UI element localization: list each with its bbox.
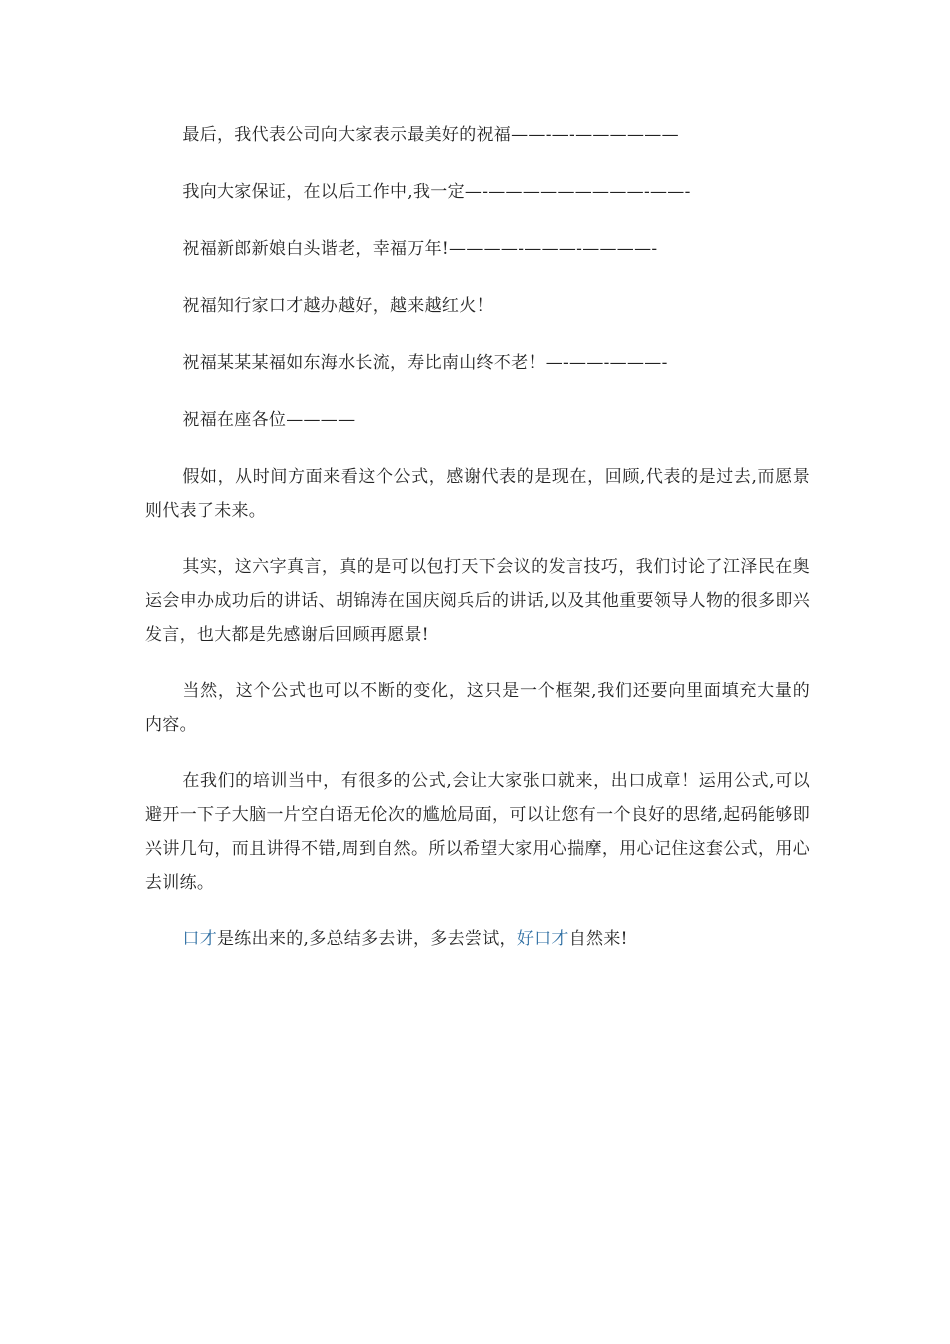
blessing-line-company: 最后，我代表公司向大家表示最美好的祝福——-—-—————— [182, 125, 679, 145]
paragraph-time-perspective: 假如，从时间方面来看这个公式，感谢代表的是现在，回顾,代表的是过去,而愿景则代表了未来。 [145, 467, 810, 521]
document-body [145, 118, 810, 978]
closing-paragraph [145, 922, 810, 956]
blessing-line-promise: 我向大家保证，在以后工作中,我一定—-—————————-——- [182, 182, 691, 202]
blessing-line-zhixingjia: 祝福知行家口才越办越好，越来越红火！ [182, 296, 494, 316]
link-koucai[interactable]: 口才 [182, 929, 217, 949]
blessing-line-audience: 祝福在座各位———— [182, 410, 356, 430]
closing-text-1: 是练出来的,多总结多去讲，多去尝试， [217, 929, 517, 949]
paragraph-framework: 当然，这个公式也可以不断的变化，这只是一个框架,我们还要向里面填充大量的内容。 [145, 681, 810, 735]
link-hao-koucai[interactable]: 好口才 [516, 929, 569, 949]
blessing-line-newlyweds: 祝福新郎新娘白头谐老，幸福万年!————-———-————- [182, 239, 658, 259]
paragraph-six-words: 其实，这六字真言，真的是可以包打天下会议的发言技巧，我们讨论了江泽民在奥运会申办成功后的讲话、胡锦涛在国庆阅兵后的讲话,以及其他重要领导人物的很多即兴发言，也大都是先感谢后回顾再愿景! [145, 557, 810, 645]
blessing-line-longevity: 祝福某某某福如东海水长流，寿比南山终不老！—-——-———- [182, 353, 668, 373]
closing-text-2: 自然来! [568, 929, 628, 949]
paragraph-training-formulas: 在我们的培训当中，有很多的公式,会让大家张口就来，出口成章！运用公式,可以避开一下子大脑一片空白语无伦次的尴尬局面，可以让您有一个良好的思绪,起码能够即兴讲几句，而且讲得不错,周到自然。所以希望大家用心揣摩，用心记住这套公式，用心去训练。 [145, 771, 810, 893]
